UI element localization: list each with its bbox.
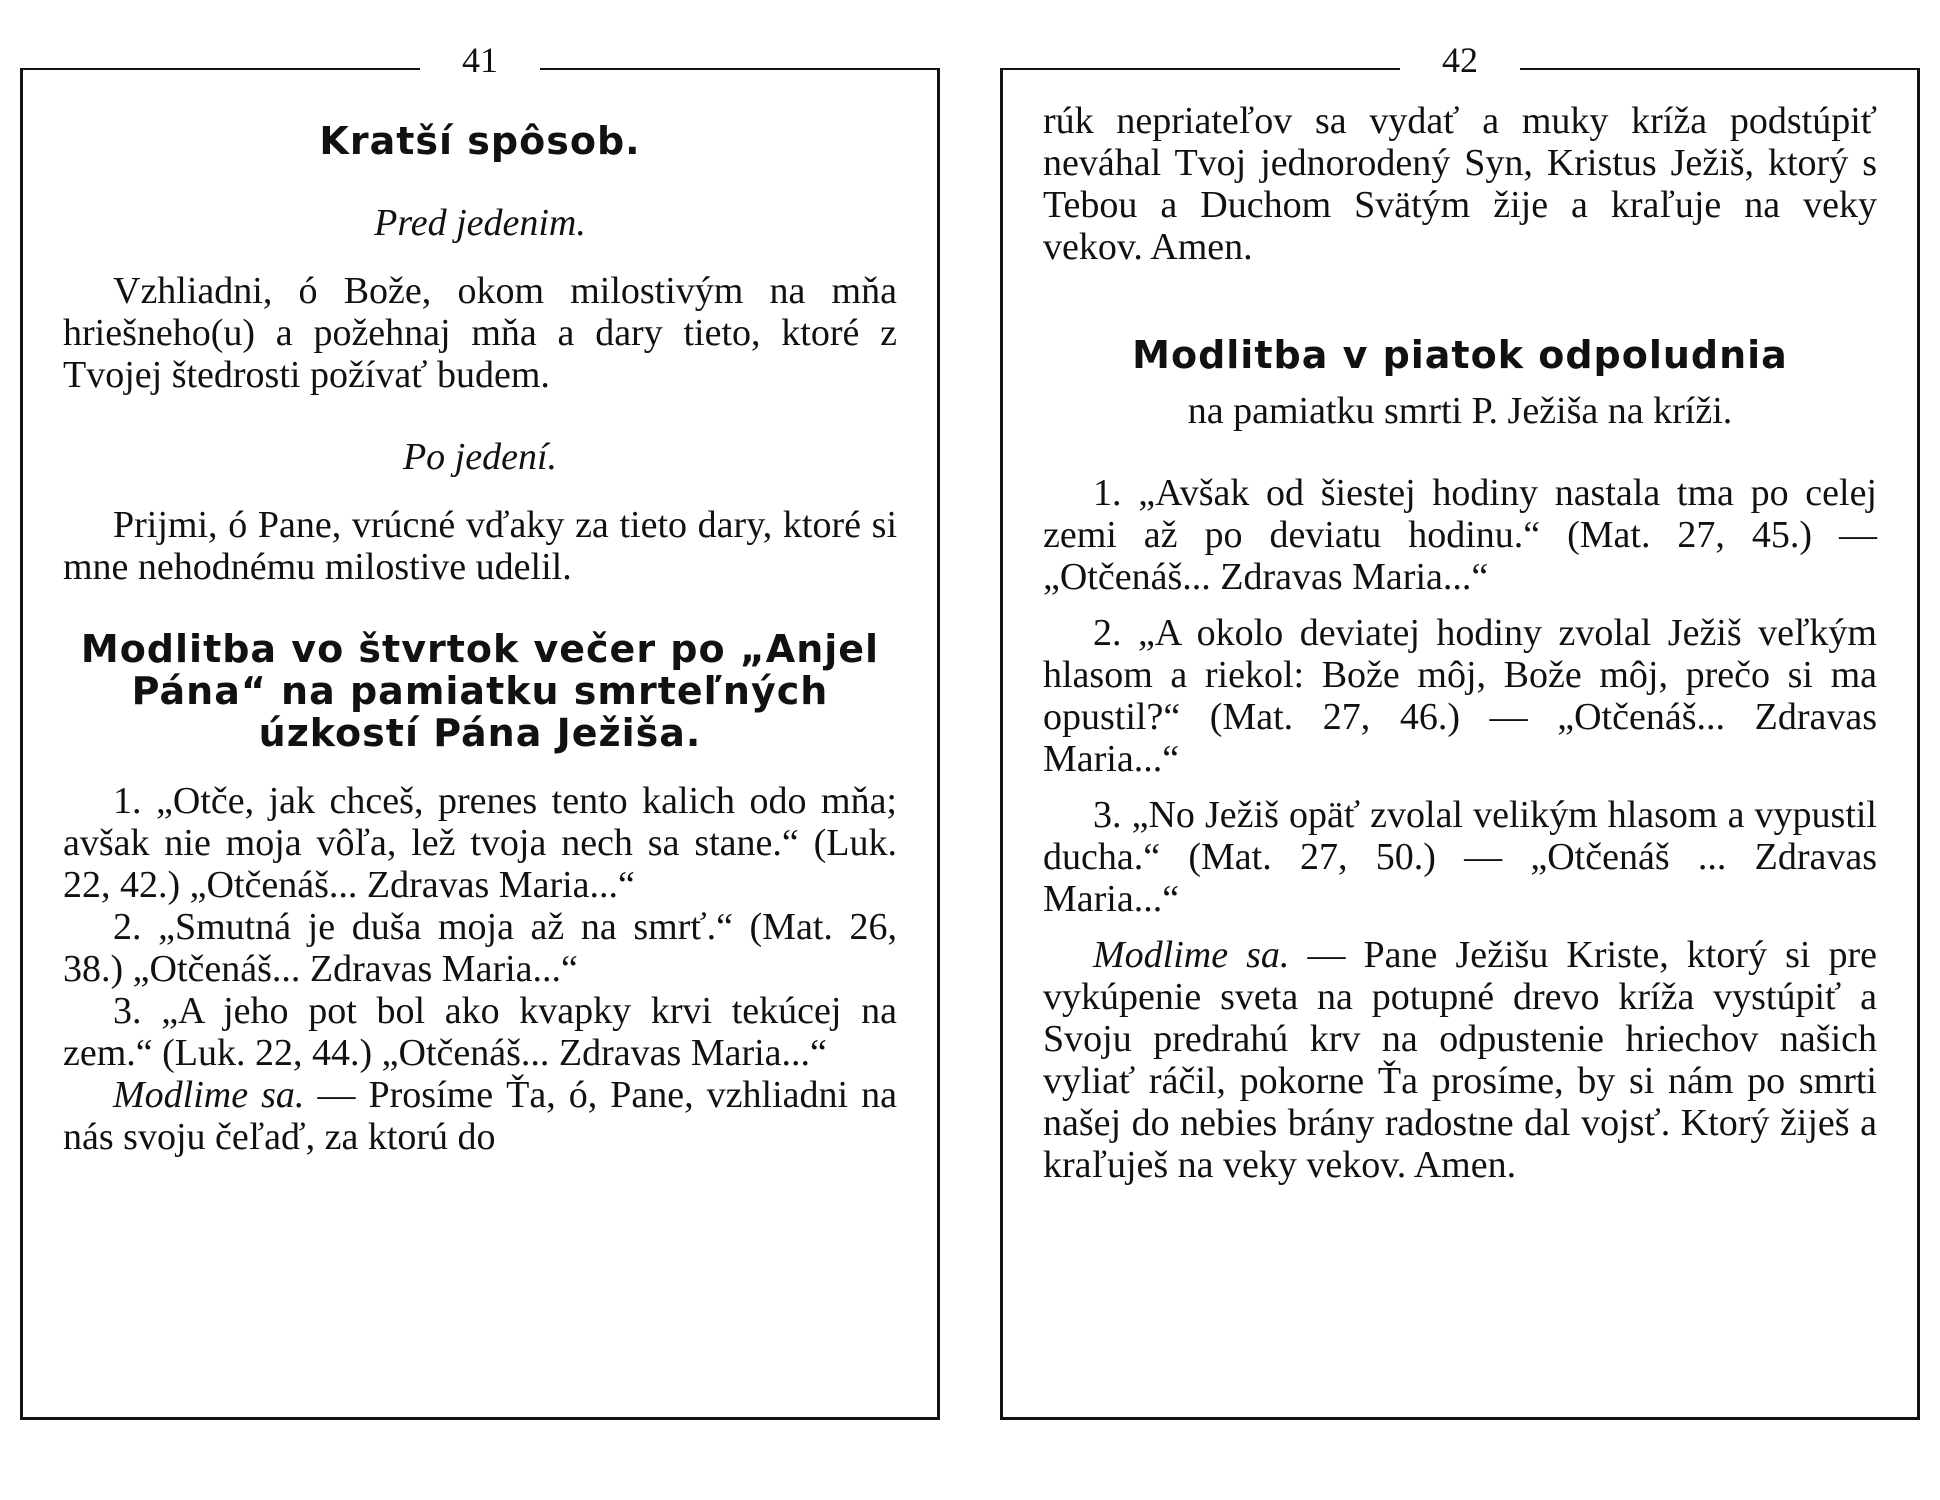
friday-item: 3. „No Ježiš opäť zvolal velikým hlasom a vypustil ducha.“ (Mat. 27, 50.) — „Otčenáš ... Zdravas Maria...“ [1043,794,1877,920]
closing-label: Modlime sa. [1093,934,1290,976]
section-title: Kratší spôsob. [319,119,641,163]
after-meal-prayer: Prijmi, ó Pane, vrúcné vďaky za tieto dary, ktoré si mne nehodnému milostive udelil. [63,504,897,588]
closing-label: Modlime sa. [113,1074,305,1116]
closing-text: — Pane Ježišu Kriste, ktorý si pre vykúpenie sveta na potupné drevo kríža vystúpiť a Svoju predrahú krv na odpustenie hriechov našich vyliať ráčil, pokorne Ťa prosíme, by si nám po smrti našej do nebies brány radostne dal vojsť. Ktorý žiješ a kraľuješ na veky vekov. Amen. [1043,934,1877,1186]
page-content [1043,100,1877,1186]
after-meal-heading: Po jedení. [402,436,558,478]
page-number: 41 [462,40,498,80]
page-content [63,120,897,1158]
right-page [1000,40,1920,1420]
closing-prayer [63,1074,897,1158]
thursday-item: 3. „A jeho pot bol ako kvapky krvi tekúcej na zem.“ (Luk. 22, 44.) „Otčenáš... Zdravas Maria...“ [63,990,897,1074]
before-meal-heading: Pred jedenim. [374,202,586,244]
page-number: 42 [1442,40,1478,80]
page-frame [1000,70,1920,1420]
thursday-item: 1. „Otče, jak chceš, prenes tento kalich odo mňa; avšak nie moja vôľa, lež tvoja nech sa stane.“ (Luk. 22, 42.) „Otčenáš... Zdravas Maria...“ [63,780,897,906]
friday-prayer-title: Modlitba v piatok odpoludnia [1132,333,1788,377]
continuation-text: rúk nepriateľov sa vydať a muky kríža podstúpiť neváhal Tvoj jednorodený Syn, Kristus Ježiš, ktorý s Tebou a Duchom Svätým žije a kraľuje na veky vekov. Amen. [1043,100,1877,268]
friday-item: 1. „Avšak od šiestej hodiny nastala tma po celej zemi až po deviatu hodinu.“ (Mat. 27, 45.) — „Otčenáš... Zdravas Maria...“ [1043,472,1877,598]
closing-text: — Prosíme Ťa, ó, Pane, vzhliadni na nás svoju čeľaď, za ktorú do [63,1074,897,1158]
closing-prayer [1043,934,1877,1186]
friday-prayer-subtitle: na pamiatku smrti P. Ježiša na kríži. [1187,390,1733,432]
page-frame [20,70,940,1420]
before-meal-prayer: Vzhliadni, ó Bože, okom milostivým na mňa hriešneho(u) a požehnaj mňa a dary tieto, ktoré z Tvojej štedrosti požívať budem. [63,270,897,396]
thursday-prayer-title: Modlitba vo štvrtok večer po „Anjel Pána“ na pamiatku smrteľných úzkostí Pána Ježiša. [80,627,880,755]
friday-item: 2. „A okolo deviatej hodiny zvolal Ježiš veľkým hlasom a riekol: Bože môj, Bože môj, prečo si ma opustil?“ (Mat. 27, 46.) — „Otčenáš... Zdravas Maria...“ [1043,612,1877,780]
left-page [20,40,940,1420]
thursday-item: 2. „Smutná je duša moja až na smrť.“ (Mat. 26, 38.) „Otčenáš... Zdravas Maria...“ [63,906,897,990]
